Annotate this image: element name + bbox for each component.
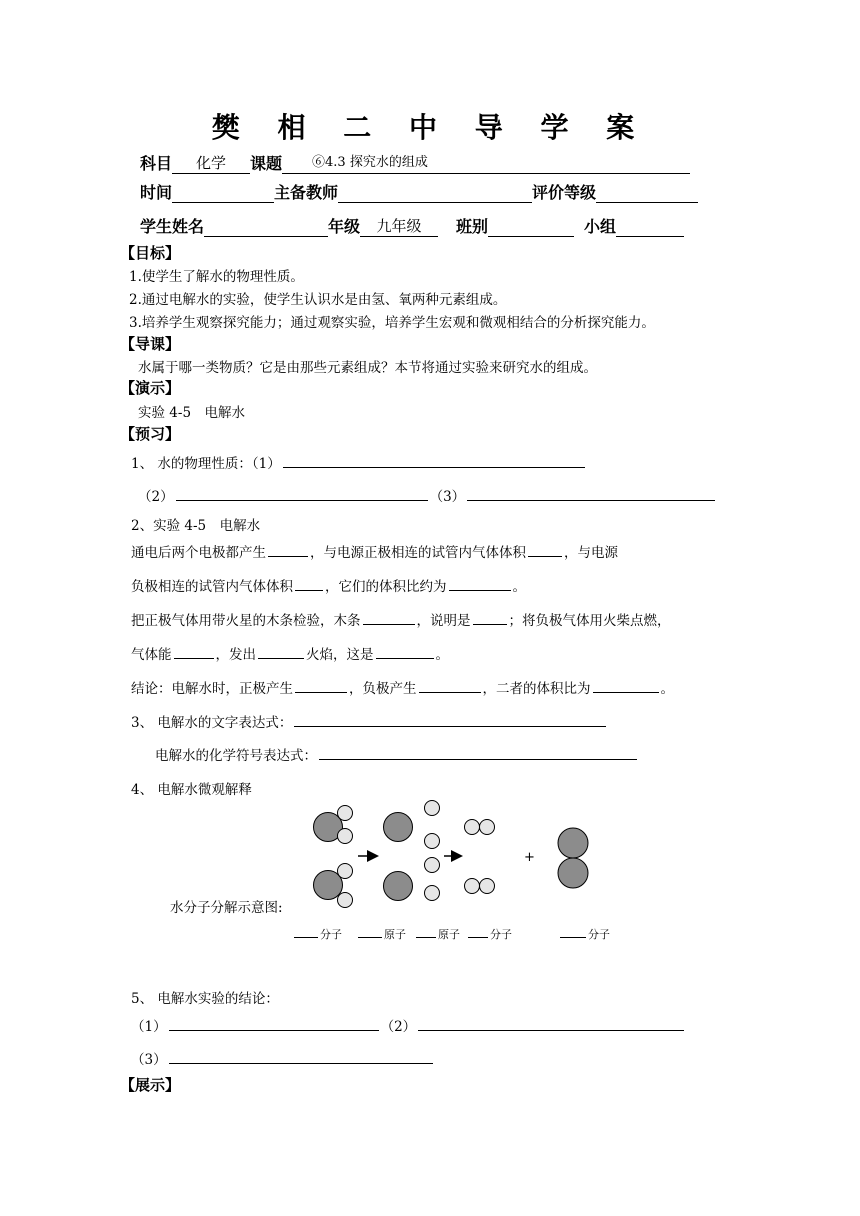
- molecule-diagram: [300, 800, 620, 920]
- caption: 原子: [414, 926, 460, 942]
- group-label: 小组: [584, 217, 617, 236]
- subject-label: 科目: [140, 154, 173, 173]
- header-row-2: [140, 180, 698, 203]
- teacher-blank: [338, 184, 532, 203]
- q2-line: 通电后两个电极都产生 ，与电源正极相连的试管内气体体积 ，与电源: [131, 545, 618, 561]
- header-row-1: [140, 151, 690, 174]
- q2-line: 气体能 ，发出 火焰，这是 。: [131, 647, 449, 663]
- water-molecule-top: [314, 806, 353, 844]
- goal-item: 2.通过电解水的实验，使学生认识水是由氢、氧两种元素组成。: [129, 292, 507, 308]
- water-molecule-bottom: [314, 864, 353, 908]
- goal-item: 1.使学生了解水的物理性质。: [129, 269, 304, 285]
- q2-line: 把正极气体用带火星的木条检验，木条 ，说明是 ；将负极气体用火柴点燃，: [131, 613, 671, 629]
- demo-text: 实验 4-5 电解水: [138, 405, 246, 421]
- subject-value: 化学: [172, 153, 250, 174]
- grade-eval-blank: [596, 184, 698, 203]
- q3-sub-line: 电解水的化学符号表达式：: [155, 744, 639, 764]
- time-label: 时间: [140, 183, 173, 202]
- q4-label: 4、 电解水微观解释: [131, 782, 252, 798]
- preview-heading: 【预习】: [120, 425, 181, 443]
- caption: 分子: [558, 926, 610, 942]
- oxygen-molecule: [558, 828, 588, 888]
- header-row-3: [140, 214, 684, 237]
- time-blank: [172, 184, 274, 203]
- grade-label: 年级: [328, 217, 361, 236]
- show-heading: 【展示】: [120, 1076, 181, 1094]
- goal-item: 3.培养学生观察探究能力；通过观察实验，培养学生宏观和微观相结合的分析探究能力。: [129, 315, 655, 331]
- page-title: 樊 相 二 中 导 学 案: [211, 111, 649, 144]
- goals-heading: 【目标】: [120, 244, 181, 262]
- q5-line: （3）: [131, 1048, 435, 1068]
- demo-heading: 【演示】: [120, 379, 181, 397]
- caption: 分子: [466, 926, 512, 942]
- q1-line-2: （2） （3）: [138, 485, 717, 505]
- grade-eval-label: 评价等级: [532, 183, 597, 202]
- q1-line: 1、 水的物理性质：（1）: [131, 452, 587, 472]
- intro-heading: 【导课】: [120, 335, 181, 353]
- q2-line: 负极相连的试管内气体体积 ，它们的体积比约为 。: [131, 579, 526, 595]
- group-blank: [616, 218, 684, 237]
- class-label: 班别: [456, 217, 489, 236]
- plus-sign: +: [524, 850, 535, 865]
- student-label: 学生姓名: [140, 217, 205, 236]
- class-blank: [488, 218, 574, 237]
- q3-line: 3、 电解水的文字表达式：: [131, 711, 608, 731]
- q5-label: 5、 电解水实验的结论：: [131, 991, 279, 1007]
- q5-line: （1） （2）: [131, 1015, 686, 1035]
- q2-line: 结论：电解水时，正极产生 ，负极产生 ，二者的体积比为 。: [131, 681, 674, 697]
- student-blank: [204, 218, 328, 237]
- atoms-group: [384, 801, 440, 901]
- teacher-label: 主备教师: [274, 183, 339, 202]
- grade-value: 九年级: [360, 216, 438, 237]
- intro-text: 水属于哪一类物质？它是由那些元素组成？本节将通过实验来研究水的组成。: [138, 360, 597, 376]
- topic-value: ⑥4.3 探究水的组成: [282, 153, 690, 174]
- caption: 原子: [356, 926, 406, 942]
- caption: 分子: [292, 926, 342, 942]
- q2-label: 2、实验 4-5 电解水: [131, 518, 261, 534]
- diagram-label: 水分子分解示意图:: [170, 900, 283, 916]
- topic-label: 课题: [250, 154, 283, 173]
- hydrogen-molecules: [465, 820, 495, 894]
